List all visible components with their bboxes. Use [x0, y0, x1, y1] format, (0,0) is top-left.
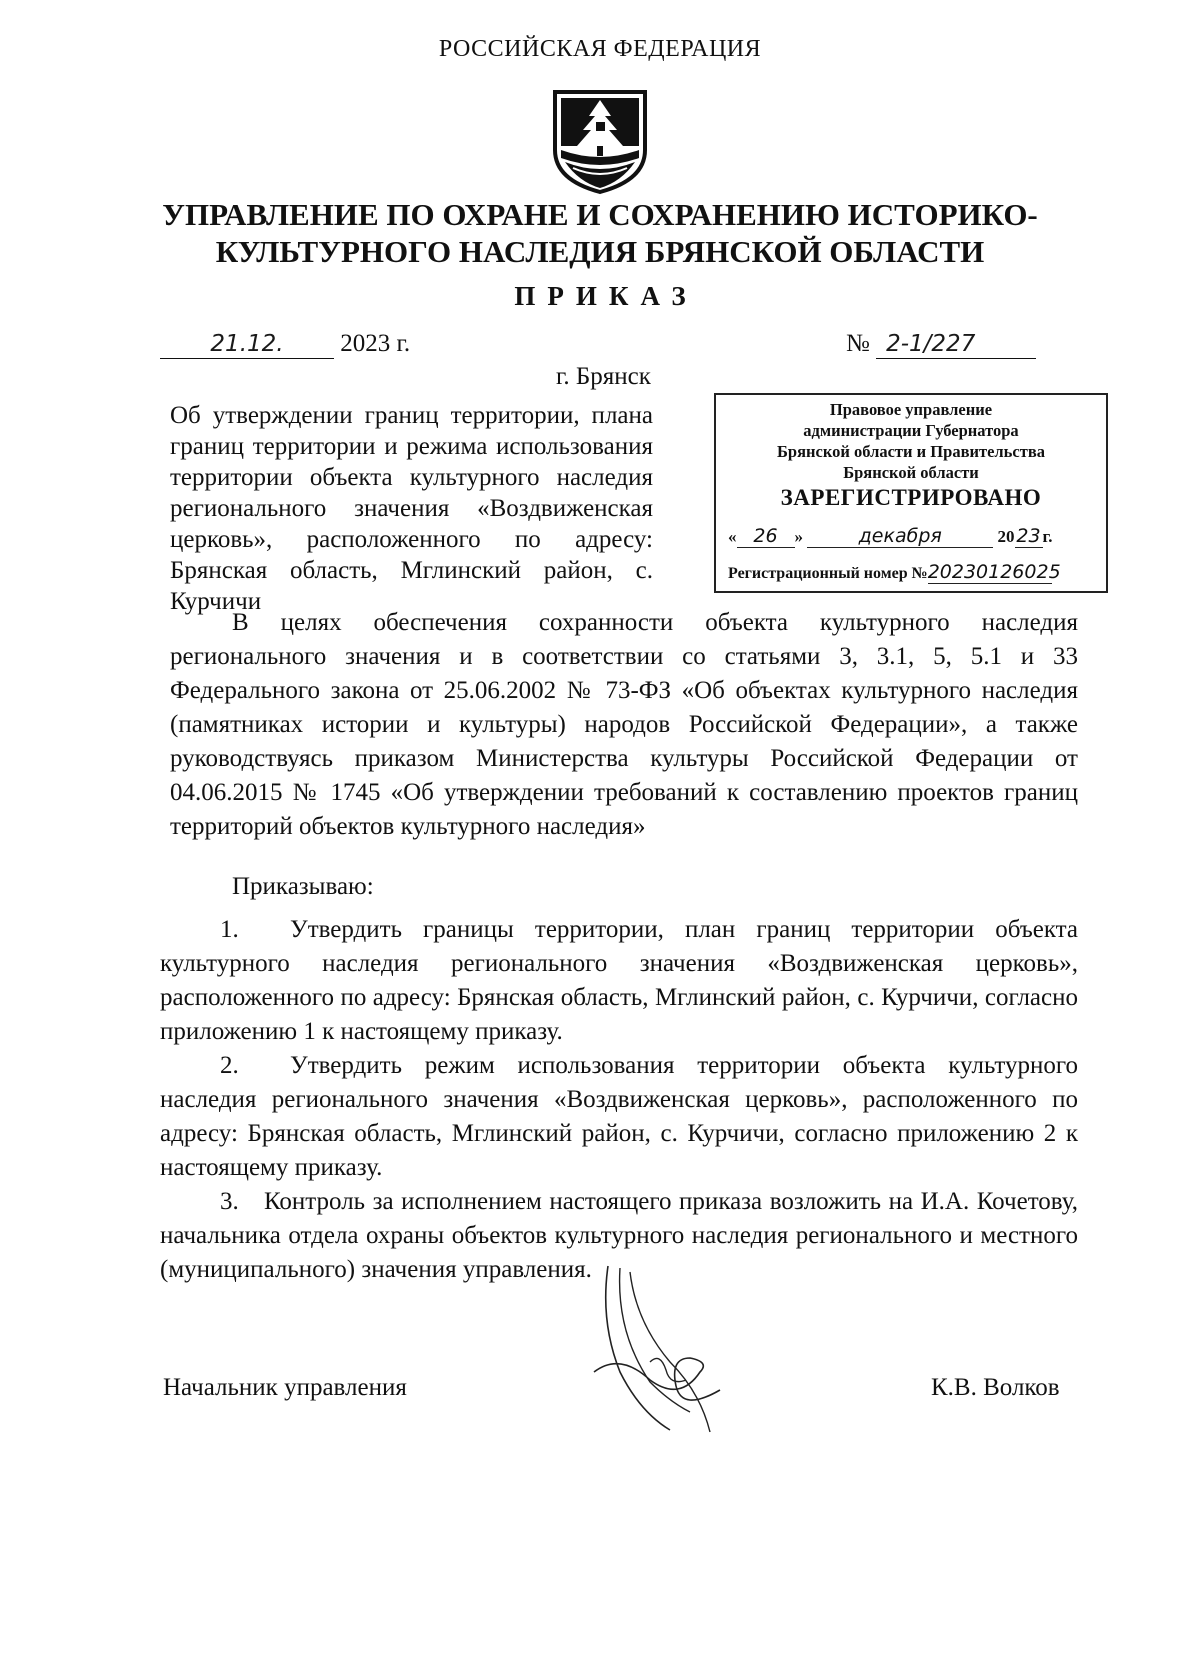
stamp-org-line4: Брянской области	[843, 463, 979, 482]
city: г. Брянск	[556, 363, 651, 390]
stamp-date	[728, 525, 1098, 548]
handwritten-signature-icon	[590, 1262, 740, 1442]
stamp-year-prefix: 20	[997, 527, 1015, 546]
stamp-org-line1: Правовое управление	[829, 400, 993, 419]
order-item-2	[160, 1049, 1078, 1185]
stamp-year-field	[1015, 525, 1043, 548]
order-item-1-text: Утвердить границы территории, план границ территории объекта культурного наследия регионального значения «Воздвиженская церковь», расположенного по адресу: Брянская область, Мглинский район, с. Курчичи, согласно приложению 1 к настоящему приказу.	[160, 916, 1078, 1045]
document-type: ПРИКАЗ	[514, 281, 698, 311]
order-item-3-number: 3.	[220, 1188, 239, 1215]
order-date-handwritten: 21.12.	[210, 331, 284, 357]
signatory-name: К.В. Волков	[931, 1374, 1060, 1401]
stamp-month-handwritten: декабря	[858, 525, 942, 547]
order-date-field	[160, 330, 334, 359]
order-number-field	[876, 330, 1036, 359]
stamp-month-field	[807, 525, 993, 548]
stamp-day-field	[737, 525, 795, 548]
order-number-label: №	[846, 330, 870, 357]
stamp-quote-open: «	[728, 527, 737, 546]
stamp-reg-number-field	[927, 561, 1061, 584]
stamp-registered: ЗАРЕГИСТРИРОВАНО	[780, 485, 1042, 510]
stamp-year-suffix: г.	[1042, 527, 1053, 546]
stamp-day-handwritten: 26	[753, 525, 778, 547]
order-word: Приказываю:	[232, 873, 374, 900]
stamp-organization	[716, 395, 1106, 483]
preamble-paragraph: В целях обеспечения сохранности объекта культурного наследия регионального значения и в соответствии со статьями 3, 3.1, 5, 5.1 и 33 Федерального закона от 25.06.2002 № 73-ФЗ «Об объектах культурного наследия (памятниках истории и культуры) народов Российской Федерации», а также руководствуясь приказом Министерства культуры Российской Федерации от 04.06.2015 № 1745 «Об утверждении требований к составлению проектов границ территорий объектов культурного наследия»	[170, 609, 1078, 840]
signatory-title: Начальник управления	[163, 1374, 407, 1401]
stamp-quote-close: »	[794, 527, 803, 546]
organization-title-line1: УПРАВЛЕНИЕ ПО ОХРАНЕ И СОХРАНЕНИЮ ИСТОРИКО-	[162, 197, 1038, 232]
order-subject: Об утверждении границ территории, плана границ территории и режима использования территории объекта культурного наследия регионального значения «Воздвиженская церковь», расположенного по адресу: Брянская область, Мглинский район, с. Курчичи	[170, 402, 653, 615]
stamp-registration-number	[728, 561, 1106, 584]
registration-stamp	[714, 393, 1108, 593]
stamp-year-handwritten: 23	[1016, 525, 1041, 547]
order-item-2-number: 2.	[220, 1052, 239, 1079]
stamp-reg-number-handwritten: 20230126025	[927, 561, 1061, 583]
order-year: 2023 г.	[340, 330, 411, 357]
order-date	[160, 330, 410, 359]
order-item-2-text: Утвердить режим использования территории объекта культурного наследия регионального значения «Воздвиженская церковь», расположенного по адресу: Брянская область, Мглинский район, с. Курчичи, согласно приложению 2 к настоящему приказу.	[160, 1052, 1078, 1181]
order-item-1	[160, 913, 1078, 1049]
order-number	[846, 330, 1036, 359]
country-header: РОССИЙСКАЯ ФЕДЕРАЦИЯ	[438, 36, 762, 62]
organization-title-line2: КУЛЬТУРНОГО НАСЛЕДИЯ БРЯНСКОЙ ОБЛАСТИ	[215, 234, 985, 269]
stamp-org-line2: администрации Губернатора	[803, 421, 1019, 440]
stamp-org-line3: Брянской области и Правительства	[777, 442, 1045, 461]
order-item-3-text: Контроль за исполнением настоящего приказа возложить на И.А. Кочетову, начальника отдела охраны объектов культурного наследия регионального и местного (муниципального) значения управления.	[160, 1188, 1078, 1283]
order-item-1-number: 1.	[220, 916, 239, 943]
organization-title	[160, 196, 1040, 270]
stamp-reg-label: Регистрационный номер №	[728, 565, 928, 582]
order-number-handwritten: 2-1/227	[886, 331, 976, 357]
brjansk-coat-of-arms-icon	[551, 88, 649, 196]
